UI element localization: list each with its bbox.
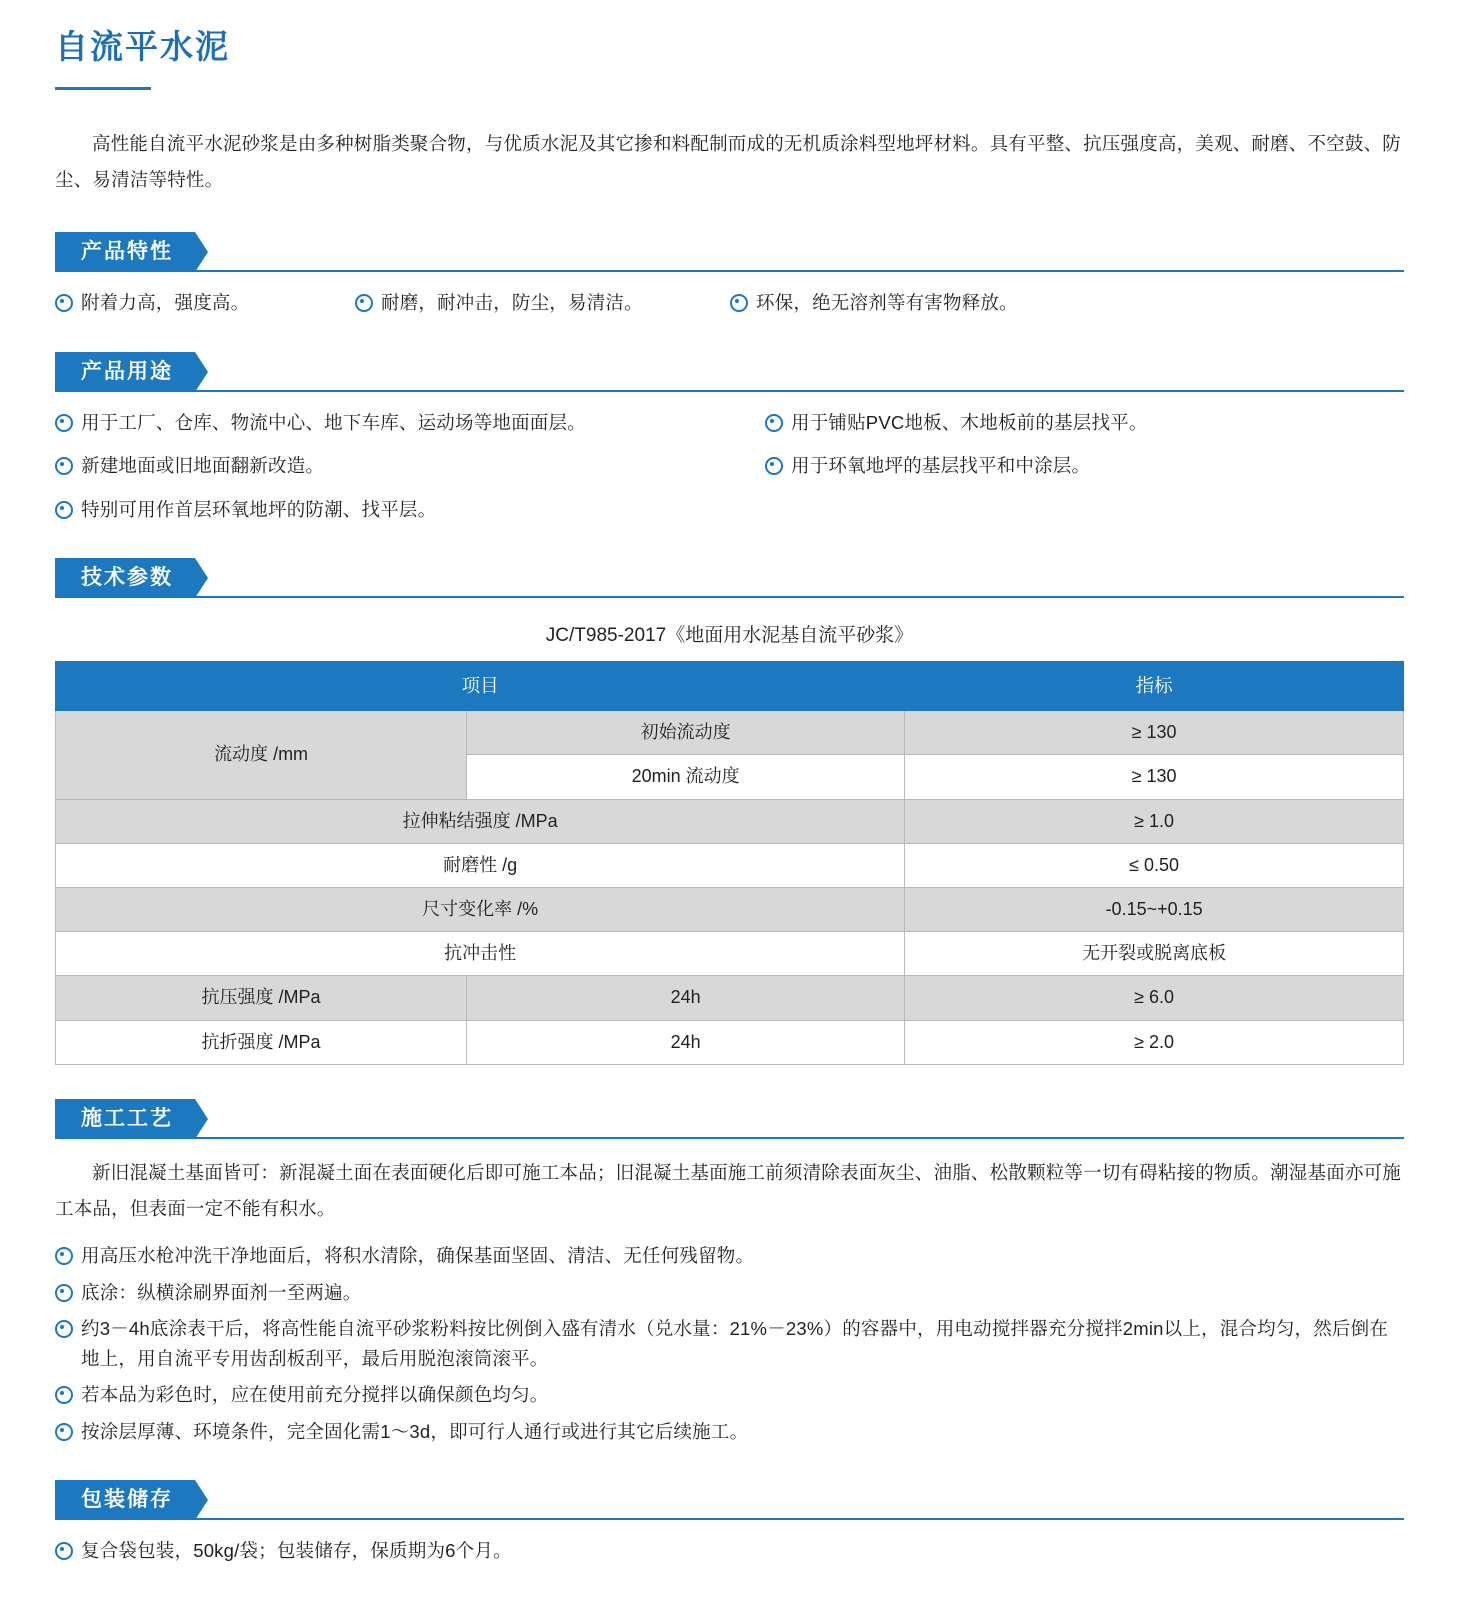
- process-list: [55, 1241, 1404, 1447]
- list-item-text: 耐磨，耐冲击，防尘，易清洁。: [381, 292, 643, 314]
- bullet-ring-icon: [55, 1542, 73, 1560]
- list-item: [765, 451, 1404, 481]
- list-item: [55, 1278, 1404, 1308]
- table-row: [56, 1020, 1404, 1064]
- process-intro-paragraph: 新旧混凝土基面皆可：新混凝土面在表面硬化后即可施工本品；旧混凝土基面施工前须清除表面灰尘、油脂、松散颗粒等一切有碍粘接的物质。潮湿基面亦可施工本品，但表面一定不能有积水。: [55, 1161, 1402, 1219]
- section-tag-label: 技术参数: [55, 558, 195, 598]
- list-item: [55, 495, 765, 525]
- section-rule: [55, 596, 1404, 598]
- cell-item-sub: 初始流动度: [467, 711, 905, 755]
- table-body: [56, 711, 1404, 1065]
- list-item-text: 底涂：纵横涂刷界面剂一至两遍。: [81, 1281, 362, 1303]
- cell-item-value: ≥ 1.0: [905, 799, 1404, 843]
- cell-item-name: 抗压强度 /MPa: [56, 976, 467, 1020]
- section-features: [55, 232, 1404, 318]
- column-header-item: 项目: [56, 662, 905, 711]
- list-item-text: 用于铺贴PVC地板、木地板前的基层找平。: [791, 411, 1148, 433]
- page-title: 自流平水泥: [55, 28, 230, 65]
- packaging-list: [55, 1536, 1404, 1566]
- bullet-ring-icon: [730, 294, 748, 312]
- table-header-row: [56, 662, 1404, 711]
- list-item-text: 特别可用作首层环氧地坪的防潮、找平层。: [81, 498, 437, 520]
- bullet-ring-icon: [55, 457, 73, 475]
- tech-spec-table: [55, 661, 1404, 1064]
- table-row: [56, 711, 1404, 755]
- bullet-ring-icon: [55, 1423, 73, 1441]
- list-item: [355, 288, 730, 318]
- list-item-text: 约3－4h底涂表干后，将高性能自流平砂浆粉料按比例倒入盛有清水（兑水量：21%－23%）的容器中，用电动搅拌器充分搅拌2min以上，混合均匀，然后倒在地上，用自流平专用齿刮板刮平，最后用脱泡滚筒滚平。: [81, 1318, 1389, 1369]
- cell-item-value: ≥ 6.0: [905, 976, 1404, 1020]
- list-item-text: 用于工厂、仓库、物流中心、地下车库、运动场等地面面层。: [81, 411, 586, 433]
- section-tag-label: 包装储存: [55, 1480, 195, 1520]
- cell-item-name: 尺寸变化率 /%: [56, 888, 905, 932]
- section-heading-features: [55, 232, 1404, 272]
- bullet-ring-icon: [355, 294, 373, 312]
- cell-item-sub: 20min 流动度: [467, 755, 905, 799]
- table-row: [56, 888, 1404, 932]
- list-item-text: 用高压水枪冲洗干净地面后，将积水清除，确保基面坚固、清洁、无任何残留物。: [81, 1244, 755, 1266]
- list-item-text: 若本品为彩色时，应在使用前充分搅拌以确保颜色均匀。: [81, 1384, 549, 1406]
- table-header: [56, 662, 1404, 711]
- list-item: [55, 1241, 1404, 1271]
- cell-item-name: 耐磨性 /g: [56, 843, 905, 887]
- standard-reference: JC/T985-2017《地面用水泥基自流平砂浆》: [545, 625, 914, 647]
- features-list: [55, 288, 1404, 318]
- list-item-text: 附着力高，强度高。: [81, 292, 250, 314]
- bullet-ring-icon: [55, 1386, 73, 1404]
- bullet-ring-icon: [765, 457, 783, 475]
- cell-item-value: -0.15~+0.15: [905, 888, 1404, 932]
- section-heading-uses: [55, 352, 1404, 392]
- cell-item-value: ≥ 2.0: [905, 1020, 1404, 1064]
- bullet-ring-icon: [55, 501, 73, 519]
- section-tech: [55, 558, 1404, 1064]
- cell-item-value: ≥ 130: [905, 711, 1404, 755]
- section-packaging: [55, 1480, 1404, 1566]
- list-item: [730, 288, 1018, 318]
- uses-list: [55, 408, 1404, 525]
- list-item: [765, 408, 1404, 438]
- section-rule: [55, 1137, 1404, 1139]
- cell-item-value: 无开裂或脱离底板: [905, 932, 1404, 976]
- section-tag-label: 施工工艺: [55, 1099, 195, 1139]
- list-item: [55, 408, 765, 438]
- section-heading-tech: [55, 558, 1404, 598]
- section-rule: [55, 270, 1404, 272]
- section-process: [55, 1099, 1404, 1447]
- title-underline: [55, 87, 151, 90]
- table-row: [56, 976, 1404, 1020]
- section-heading-packaging: [55, 1480, 1404, 1520]
- bullet-ring-icon: [765, 414, 783, 432]
- list-item-text: 新建地面或旧地面翻新改造。: [81, 455, 325, 477]
- cell-item-name: 拉伸粘结强度 /MPa: [56, 799, 905, 843]
- section-rule: [55, 1518, 1404, 1520]
- table-row: [56, 932, 1404, 976]
- cell-item-sub: 24h: [467, 976, 905, 1020]
- cell-item-sub: 24h: [467, 1020, 905, 1064]
- list-item: [55, 1314, 1404, 1373]
- bullet-ring-icon: [55, 1320, 73, 1338]
- column-header-index: 指标: [905, 662, 1404, 711]
- intro-paragraph: 高性能自流平水泥砂浆是由多种树脂类聚合物，与优质水泥及其它掺和料配制而成的无机质涂料型地坪材料。具有平整、抗压强度高，美观、耐磨、不空鼓、防尘、易清洁等特性。: [55, 132, 1402, 190]
- cell-item-value: ≤ 0.50: [905, 843, 1404, 887]
- list-item: [55, 288, 355, 318]
- section-tag-label: 产品特性: [55, 232, 195, 272]
- section-uses: [55, 352, 1404, 525]
- cell-item-name: 抗冲击性: [56, 932, 905, 976]
- section-heading-process: [55, 1099, 1404, 1139]
- bullet-ring-icon: [55, 414, 73, 432]
- bullet-ring-icon: [55, 294, 73, 312]
- list-item-text: 按涂层厚薄、环境条件，完全固化需1～3d，即可行人通行或进行其它后续施工。: [81, 1420, 749, 1442]
- bullet-ring-icon: [55, 1284, 73, 1302]
- list-item: [55, 451, 765, 481]
- list-item-text: 复合袋包装，50kg/袋；包装储存，保质期为6个月。: [81, 1540, 512, 1562]
- list-item: [55, 1417, 1404, 1447]
- list-item-text: 环保，绝无溶剂等有害物释放。: [756, 292, 1018, 314]
- list-item: [55, 1380, 1404, 1410]
- cell-item-name: 抗折强度 /MPa: [56, 1020, 467, 1064]
- bullet-ring-icon: [55, 1247, 73, 1265]
- section-rule: [55, 390, 1404, 392]
- table-row: [56, 799, 1404, 843]
- cell-item-value: ≥ 130: [905, 755, 1404, 799]
- cell-item-name: 流动度 /mm: [56, 711, 467, 799]
- table-row: [56, 843, 1404, 887]
- section-tag-label: 产品用途: [55, 352, 195, 392]
- list-item: [55, 1536, 1404, 1566]
- list-item-text: 用于环氧地坪的基层找平和中涂层。: [791, 455, 1091, 477]
